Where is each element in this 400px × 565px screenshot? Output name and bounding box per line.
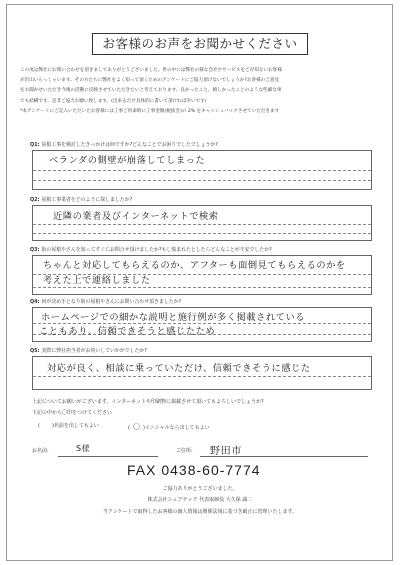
answer-4-line-2: こともあり、信頼できそうと感じたため — [39, 326, 216, 337]
question-label: Q1: — [30, 142, 40, 148]
company-name: 株式会社シェアテック 代表取締役 大久保 誠二 — [147, 497, 253, 503]
selected-mark: 〇 — [132, 423, 140, 431]
selection-note: 下記の中から〇印をつけてください — [32, 410, 113, 416]
answer-5-line-1: 対応が良く、相談に乗っていただけ、信頼できそうに感じた — [47, 363, 311, 374]
answer-1-line-1: ベランダの側壁が崩落してしまった — [49, 155, 206, 166]
question-text: 屋根工事を検討したきっかけは何ですか?どんなことでお困りでしたでしょうか? — [41, 142, 218, 148]
intro-line: *本アンケートにご記入いただいたお客様には工事ご用命時に工事金額(税抜き)の 2% をキャッシュバックさせていただきます — [20, 108, 280, 114]
address-value: 野田市 — [210, 446, 242, 457]
answer-box-1 — [32, 150, 372, 190]
name-value: S様 — [76, 444, 91, 453]
answer-4-line-1: ホームページでの細かな説明と施行例が多く掲載されている — [41, 312, 306, 323]
option-paren-close: ) — [142, 425, 145, 431]
fax-number: FAX 0438-60-7774 — [127, 462, 261, 478]
option-initial-ok[interactable] — [128, 422, 210, 432]
question-4 — [30, 298, 181, 305]
option-paren-close: ) — [51, 423, 54, 429]
address-label: ご住所: — [176, 448, 193, 454]
question-text: 街の屋根やさんを知ってすぐにお問合せ頂けましたか?もし悩まれたとしたらどんなことが不安でしたか? — [41, 247, 272, 253]
question-label: Q2: — [30, 197, 40, 203]
answer-3-line-2: 考えた上で連絡しました — [43, 275, 151, 286]
intro-line: が沢山いらっしゃいます。その方たちに弊社をよく知って頂くためのアンケートにご協力頂けないでしょうか?お客様のご意見 — [20, 78, 280, 84]
intro-line: この度は弊社にお問い合わせを頂きましてありがとうございました。世の中には弊社の様な会社やサービスをご存知ないお客様 — [20, 68, 282, 73]
answer-box-3 — [32, 255, 372, 295]
question-text: 屋根工事業者をどのように探しましたか? — [41, 197, 133, 203]
intro-text — [20, 66, 390, 117]
question-2 — [30, 196, 132, 203]
option-paren-open: ( — [128, 425, 130, 431]
privacy-note: 当アンケートで取得したお客様の個人情報は関係法規に基づき厳正に管理いたします。 — [102, 509, 298, 515]
thanks-text: ご協力ありがとうございました。 — [162, 486, 238, 492]
option-label: 名前を出してもよい — [53, 423, 99, 429]
answer-box-4 — [32, 307, 372, 342]
question-1 — [30, 141, 218, 148]
question-5 — [30, 347, 147, 354]
address-underline — [200, 456, 368, 457]
option-name-ok[interactable] — [38, 422, 99, 429]
option-paren-open: ( — [38, 423, 40, 429]
answer-box-2 — [32, 205, 372, 241]
name-label: お名前: — [32, 448, 49, 454]
publication-note: 上記についてお願いがございます。インターネットや印刷物に掲載させて頂いてもよろしいでしょうか? — [32, 399, 264, 405]
question-text: 何が決め手となり街の屋根やさんにお問い合わせ頂きましたか? — [41, 299, 182, 305]
question-label: Q5: — [30, 348, 40, 354]
intro-line: でも結構です。是非ご協力お願い致します。(出来るだけ具体的に書いて頂ければ幸いです) — [20, 98, 207, 104]
answer-2-line-1: 近隣の業者及びインターネットで検索 — [53, 211, 219, 222]
page-title: お客様のお声をお聞かせください — [92, 33, 308, 55]
answer-box-5 — [32, 356, 372, 390]
intro-line: をお聞かせいただき今後の活動に反映させていただきたいと考えております。良かったこと、嬉しかったことのような些細な事 — [20, 88, 282, 94]
question-text: 実際に弊社担当者がお伺いしていかがでしたか? — [41, 348, 147, 354]
question-3 — [30, 246, 272, 253]
answer-3-line-1: ちゃんと対応してもらえるのか、アフターも面倒見てもらえるのかを — [43, 260, 346, 271]
name-underline — [58, 456, 158, 457]
question-label: Q3: — [30, 247, 40, 253]
question-label: Q4: — [30, 299, 40, 305]
option-label: イニシャルなら出してもよい — [144, 425, 210, 431]
